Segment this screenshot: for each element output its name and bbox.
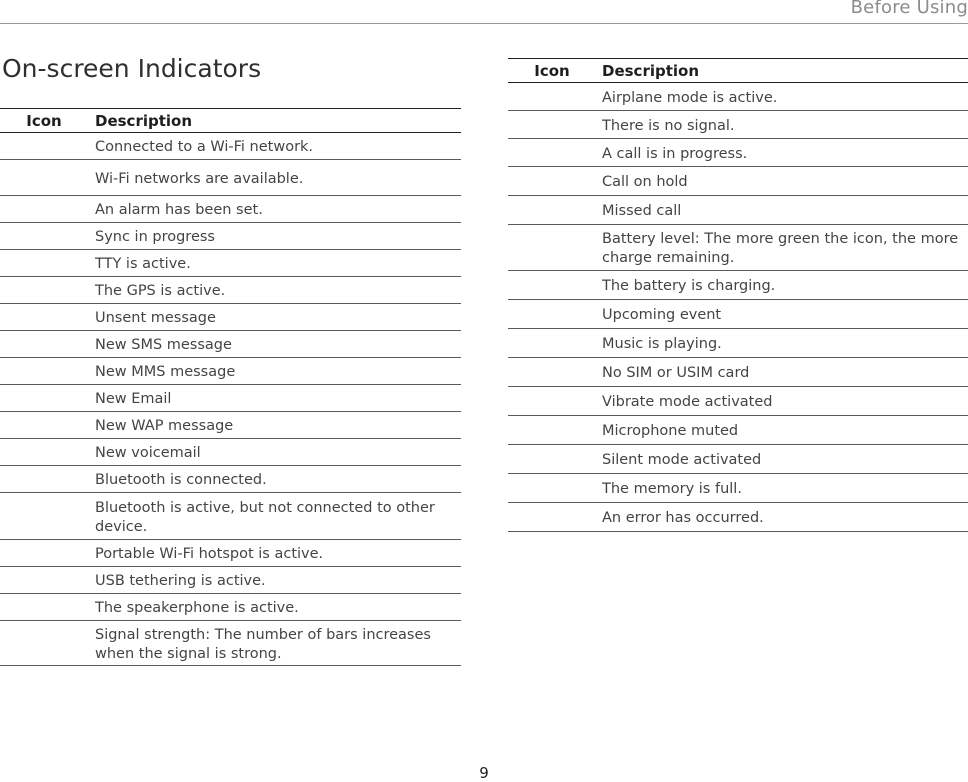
- table-header: [508, 58, 968, 83]
- table-row: [508, 111, 968, 139]
- page-title: On-screen Indicators: [2, 54, 262, 83]
- table-row: [0, 304, 461, 331]
- indicator-description: A call is in progress.: [602, 145, 748, 162]
- table-header: [0, 108, 461, 133]
- indicator-description: USB tethering is active.: [95, 573, 266, 589]
- indicator-description: Battery level: The more green the icon, the more charge remaining.: [602, 231, 959, 266]
- table-row: [508, 503, 968, 532]
- indicator-table-right: [508, 58, 968, 532]
- table-row: [508, 300, 968, 329]
- table-row: [508, 387, 968, 416]
- table-row: [0, 466, 461, 493]
- indicator-description: An alarm has been set.: [95, 202, 263, 218]
- indicator-description: Bluetooth is active, but not connected to other device.: [95, 499, 435, 535]
- indicator-description: The battery is charging.: [602, 278, 776, 294]
- indicator-description: Sync in progress: [95, 229, 215, 245]
- indicator-description: Silent mode activated: [602, 452, 762, 468]
- indicator-description: Missed call: [602, 203, 682, 219]
- table-row: [0, 133, 461, 160]
- indicator-description: No SIM or USIM card: [602, 365, 750, 381]
- indicator-description: There is no signal.: [602, 117, 735, 134]
- indicator-description: Bluetooth is connected.: [95, 472, 267, 488]
- indicator-description: An error has occurred.: [602, 510, 764, 526]
- indicator-description: Unsent message: [95, 310, 216, 326]
- table-row: [508, 139, 968, 167]
- indicator-description: Vibrate mode activated: [602, 394, 773, 410]
- column-header-icon: Icon: [26, 111, 62, 130]
- column-header-icon: Icon: [534, 61, 570, 80]
- header-divider: [0, 23, 968, 24]
- table-row: [0, 358, 461, 385]
- table-row: [0, 277, 461, 304]
- indicator-description: The speakerphone is active.: [95, 600, 299, 616]
- indicator-description: The GPS is active.: [95, 283, 226, 299]
- table-row: [0, 223, 461, 250]
- indicator-description: New voicemail: [95, 445, 201, 461]
- table-row: [0, 160, 461, 196]
- table-row: [508, 329, 968, 358]
- indicator-description: The memory is full.: [602, 481, 742, 497]
- table-row: [0, 331, 461, 358]
- table-row: [508, 83, 968, 111]
- indicator-description: Wi-Fi networks are available.: [95, 170, 304, 187]
- indicator-description: TTY is active.: [95, 256, 191, 272]
- table-row: [508, 167, 968, 196]
- table-row: [508, 271, 968, 300]
- indicator-description: Upcoming event: [602, 307, 722, 323]
- table-row: [0, 385, 461, 412]
- table-row: [0, 493, 461, 540]
- indicator-description: Call on hold: [602, 174, 688, 190]
- indicator-table-left: [0, 108, 461, 666]
- table-row: [0, 250, 461, 277]
- indicator-description: New Email: [95, 391, 172, 407]
- indicator-description: New MMS message: [95, 364, 236, 380]
- table-row: [0, 621, 461, 666]
- indicator-description: New WAP message: [95, 418, 234, 434]
- table-row: [508, 196, 968, 225]
- table-row: [508, 474, 968, 503]
- page-number: 9: [479, 764, 489, 782]
- column-header-description: Description: [95, 111, 193, 130]
- table-row: [0, 412, 461, 439]
- table-row: [508, 358, 968, 387]
- table-row: [0, 594, 461, 621]
- table-row: [0, 439, 461, 466]
- indicator-description: Signal strength: The number of bars increases when the signal is strong.: [95, 626, 431, 662]
- indicator-description: Music is playing.: [602, 336, 722, 352]
- column-header-description: Description: [602, 61, 700, 80]
- section-header-title: Before Using: [850, 0, 968, 18]
- indicator-description: Portable Wi-Fi hotspot is active.: [95, 546, 324, 562]
- table-row: [0, 540, 461, 567]
- indicator-description: Connected to a Wi-Fi network.: [95, 139, 314, 155]
- indicator-description: Microphone muted: [602, 423, 739, 439]
- table-row: [508, 416, 968, 445]
- indicator-description: New SMS message: [95, 337, 232, 353]
- table-row: [0, 196, 461, 223]
- table-row: [508, 225, 968, 271]
- indicator-description: Airplane mode is active.: [602, 89, 778, 106]
- table-row: [508, 445, 968, 474]
- table-row: [0, 567, 461, 594]
